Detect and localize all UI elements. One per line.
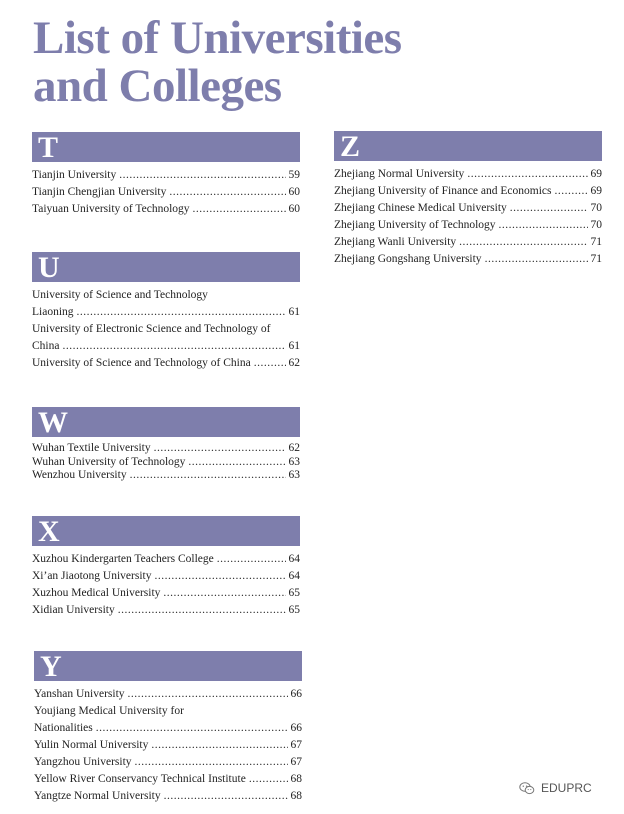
section-letter-x: X	[32, 516, 300, 546]
index-entry[interactable]: University of Electronic Science and Technology of China ..... 61	[32, 321, 300, 355]
index-entry[interactable]: Zhejiang Chinese Medical University ..... 70	[334, 200, 602, 217]
title-text	[33, 14, 402, 110]
section-z	[334, 131, 602, 268]
index-entry[interactable]: Yangtze Normal University ..... 68	[34, 788, 302, 805]
index-entry[interactable]: Xuzhou Kindergarten Teachers College ..... 64	[32, 551, 300, 568]
index-entry[interactable]: Zhejiang Gongshang University ..... 71	[334, 251, 602, 268]
index-entry[interactable]: Wuhan Textile University ..... 62	[32, 442, 300, 456]
index-entry[interactable]: University of Science and Technology Liaoning ..... 61	[32, 287, 300, 321]
index-entry[interactable]: Youjiang Medical University for Nationalities ..... 66	[34, 703, 302, 737]
index-entry[interactable]: Xuzhou Medical University ..... 65	[32, 585, 300, 602]
section-u-entries	[32, 287, 300, 372]
index-entry[interactable]: Xidian University ..... 65	[32, 602, 300, 619]
index-entry[interactable]: Zhejiang Wanli University ..... 71	[334, 234, 602, 251]
index-entry[interactable]: Xi’an Jiaotong University ..... 64	[32, 568, 300, 585]
section-u	[32, 252, 300, 372]
watermark	[519, 781, 592, 795]
section-y	[34, 651, 302, 805]
section-t	[32, 132, 300, 218]
index-entry[interactable]: Wenzhou University ..... 63	[32, 469, 300, 483]
index-entry[interactable]: Zhejiang University of Technology ..... 70	[334, 217, 602, 234]
index-entry[interactable]: Tianjin Chengjian University ..... 60	[32, 184, 300, 201]
index-entry[interactable]: Yangzhou University ..... 67	[34, 754, 302, 771]
section-z-entries	[334, 166, 602, 268]
section-letter-w: W	[32, 407, 300, 437]
section-t-entries	[32, 167, 300, 218]
section-letter-t: T	[32, 132, 300, 162]
title-line-2: and Colleges	[33, 60, 282, 112]
title-line-1: List of Universities	[33, 12, 402, 64]
section-letter-y: Y	[34, 651, 302, 681]
section-w	[32, 407, 300, 483]
section-x	[32, 516, 300, 619]
section-letter-z: Z	[334, 131, 602, 161]
wechat-icon	[519, 782, 535, 795]
section-y-entries	[34, 686, 302, 805]
index-entry[interactable]: University of Science and Technology of China ..... 62	[32, 355, 300, 372]
section-w-entries	[32, 442, 300, 483]
index-entry[interactable]: Zhejiang Normal University ..... 69	[334, 166, 602, 183]
index-entry[interactable]: Taiyuan University of Technology ..... 60	[32, 201, 300, 218]
section-letter-u: U	[32, 252, 300, 282]
index-entry[interactable]: Yulin Normal University ..... 67	[34, 737, 302, 754]
index-entry[interactable]: Tianjin University ..... 59	[32, 167, 300, 184]
index-entry[interactable]: Yanshan University ..... 66	[34, 686, 302, 703]
index-entry[interactable]: Zhejiang University of Finance and Economics ..... 69	[334, 183, 602, 200]
section-x-entries	[32, 551, 300, 619]
watermark-text: EDUPRC	[541, 781, 592, 795]
index-entry[interactable]: Yellow River Conservancy Technical Institute ..... 68	[34, 771, 302, 788]
index-entry[interactable]: Wuhan University of Technology ..... 63	[32, 456, 300, 470]
